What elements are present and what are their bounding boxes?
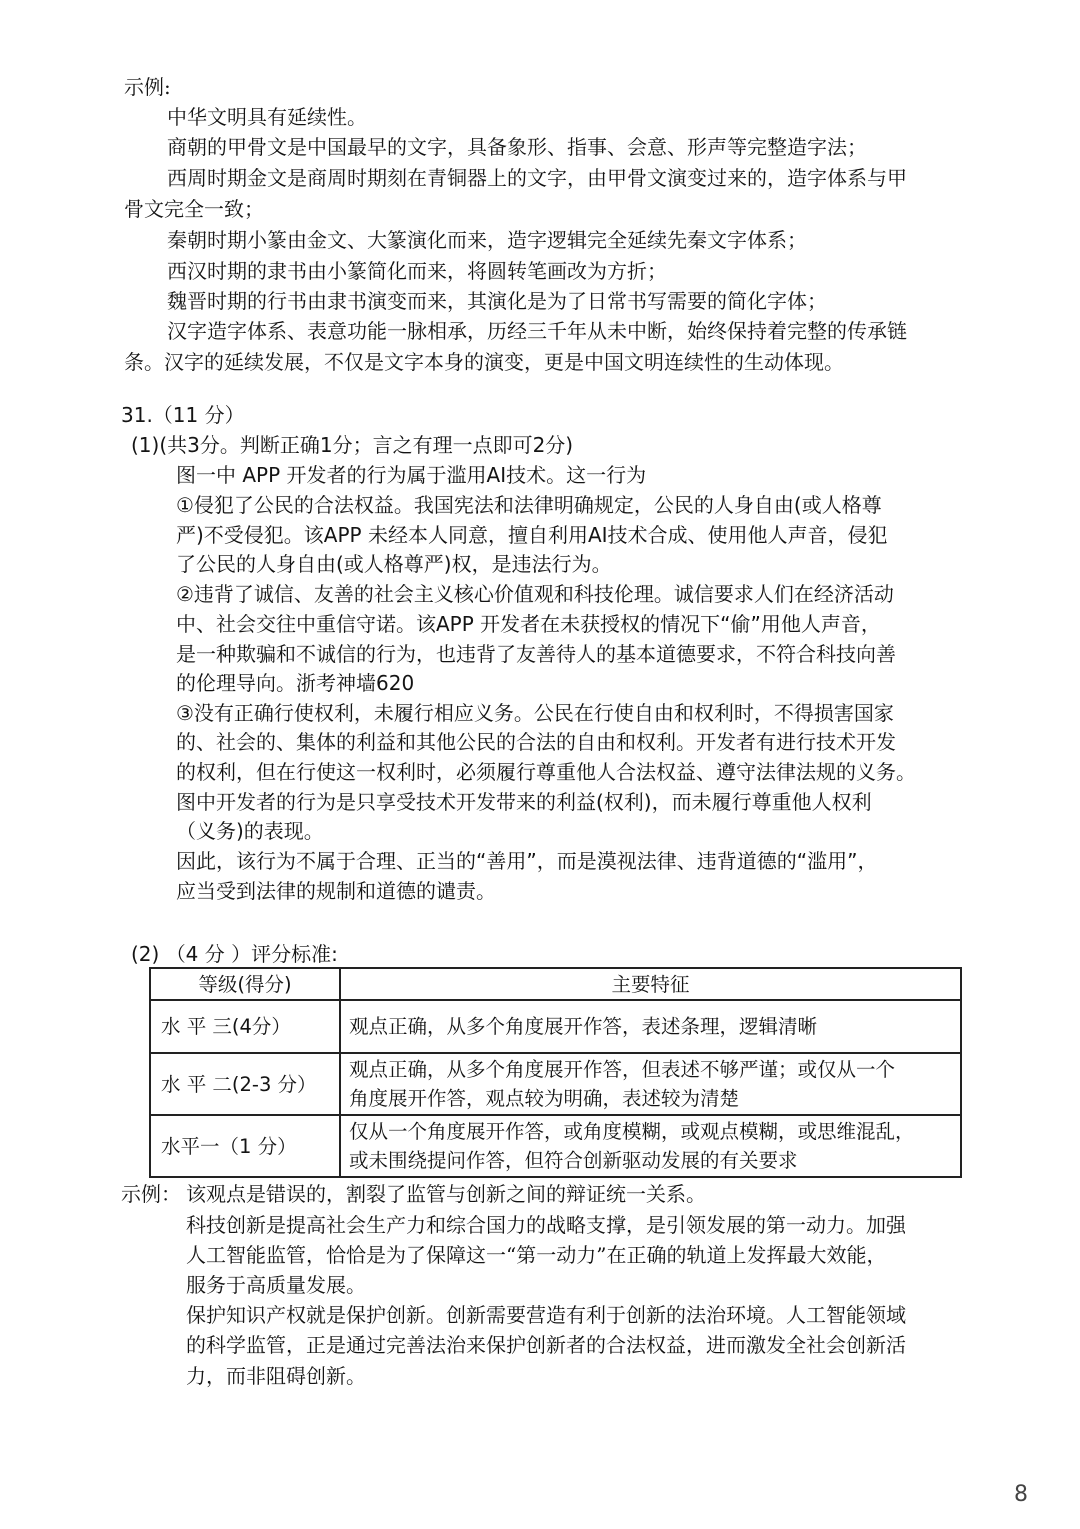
text-line: 科技创新是提高社会生产力和综合国力的战略支撑，是引领发展的第一动力。加强 <box>186 1213 906 1237</box>
level-cell: 水 平 二(2-3 分） <box>150 1053 340 1115</box>
text-line: ①侵犯了公民的合法权益。我国宪法和法律明确规定，公民的人身自由(或人格尊 <box>176 493 882 517</box>
text-line: 是一种欺骗和不诚信的行为，也违背了友善待人的基本道德要求，不符合科技向善 <box>176 642 896 666</box>
column-header-level: 等级(得分) <box>150 968 340 1000</box>
text-line: 商朝的甲骨文是中国最早的文字，具备象形、指事、会意、形声等完整造字法； <box>167 135 867 159</box>
text-line: 因此，该行为不属于合理、正当的“善用”，而是漠视法律、违背道德的“滥用”， <box>176 849 878 873</box>
level-cell: 水 平 三(4分） <box>150 1000 340 1053</box>
table-row <box>150 1115 961 1177</box>
text-line: 图中开发者的行为是只享受技术开发带来的利益(权利)，而未履行尊重他人权利 <box>176 790 872 814</box>
text-line: ③没有正确行使权利，未履行相应义务。公民在行使自由和权利时，不得损害国家 <box>176 701 894 725</box>
text-line: 骨文完全一致； <box>124 197 264 221</box>
text-line: 中、社会交往中重信守诺。该APP 开发者在未获授权的情况下“偷”用他人声音， <box>176 612 881 636</box>
table-row <box>150 1053 961 1115</box>
column-header-features: 主要特征 <box>340 968 961 1000</box>
text-line: 的科学监管，正是通过完善法治来保护创新者的合法权益，进而激发全社会创新活 <box>186 1333 906 1357</box>
question-heading: 31.（11 分） <box>121 403 245 427</box>
table-header-row <box>150 968 961 1000</box>
text-line: 秦朝时期小篆由金文、大篆演化而来，造字逻辑完全延续先秦文字体系； <box>167 228 807 252</box>
feature-line: 仅从一个角度展开作答，或角度模糊，或观点模糊，或思维混乱， <box>349 1120 915 1143</box>
feature-line: 观点正确，从多个角度展开作答，但表述不够严谨；或仅从一个 <box>349 1058 896 1081</box>
text-line: 西周时期金文是商周时期刻在青铜器上的文字，由甲骨文演变过来的，造字体系与甲 <box>167 166 907 190</box>
feature-cell <box>340 1000 961 1053</box>
text-line: 图一中 APP 开发者的行为属于滥用AI技术。这一行为 <box>176 463 647 487</box>
text-line: 西汉时期的隶书由小篆简化而来，将圆转笔画改为方折； <box>167 259 667 283</box>
example-label: 示例: <box>124 75 171 99</box>
scoring-table <box>149 967 962 1178</box>
feature-line: 观点正确，从多个角度展开作答，表述条理，逻辑清晰 <box>349 1015 818 1038</box>
feature-cell <box>340 1115 961 1177</box>
text-line: （义务)的表现。 <box>176 819 324 843</box>
text-line: 严)不受侵犯。该APP 未经本人同意，擅自利用AI技术合成、使用他人声音，侵犯 <box>176 523 888 547</box>
example2-label: 示例： <box>121 1182 181 1206</box>
feature-line: 或未围绕提问作答，但符合创新驱动发展的有关要求 <box>349 1149 798 1172</box>
text-line: 应当受到法律的规制和道德的谴责。 <box>176 879 496 903</box>
feature-cell <box>340 1053 961 1115</box>
text-line: 中华文明具有延续性。 <box>167 105 367 129</box>
text-line: 了公民的人身自由(或人格尊严)权，是违法行为。 <box>176 552 612 576</box>
text-line: 力，而非阻碍创新。 <box>186 1364 366 1388</box>
text-line: 的、社会的、集体的利益和其他公民的合法的自由和权利。开发者有进行技术开发 <box>176 730 896 754</box>
text-line: 的伦理导向。浙考神墙620 <box>176 671 415 695</box>
text-line: 魏晋时期的行书由隶书演变而来，其演化是为了日常书写需要的简化字体； <box>167 289 827 313</box>
page-number: 8 <box>1014 1482 1028 1507</box>
part1-heading: (1)(共3分。判断正确1分；言之有理一点即可2分) <box>131 433 574 457</box>
text-line: 汉字造字体系、表意功能一脉相承，历经三千年从未中断，始终保持着完整的传承链 <box>167 319 907 343</box>
text-line: ②违背了诚信、友善的社会主义核心价值观和科技伦理。诚信要求人们在经济活动 <box>176 582 894 606</box>
level-cell: 水平一（1 分） <box>150 1115 340 1177</box>
part2-heading: (2) （4 分 ）评分标准: <box>131 942 338 966</box>
text-line: 服务于高质量发展。 <box>186 1273 366 1297</box>
feature-line: 角度展开作答，观点较为明确，表述较为清楚 <box>349 1087 740 1110</box>
text-line: 条。汉字的延续发展，不仅是文字本身的演变，更是中国文明连续性的生动体现。 <box>124 350 844 374</box>
text-line: 保护知识产权就是保护创新。创新需要营造有利于创新的法治环境。人工智能领域 <box>186 1303 906 1327</box>
table-row <box>150 1000 961 1053</box>
text-line: 的权利，但在行使这一权利时，必须履行尊重他人合法权益、遵守法律法规的义务。 <box>176 760 916 784</box>
example2-first-line: 该观点是错误的，割裂了监管与创新之间的辩证统一关系。 <box>186 1182 706 1206</box>
text-line: 人工智能监管，恰恰是为了保障这一“第一动力”在正确的轨道上发挥最大效能， <box>186 1243 887 1267</box>
